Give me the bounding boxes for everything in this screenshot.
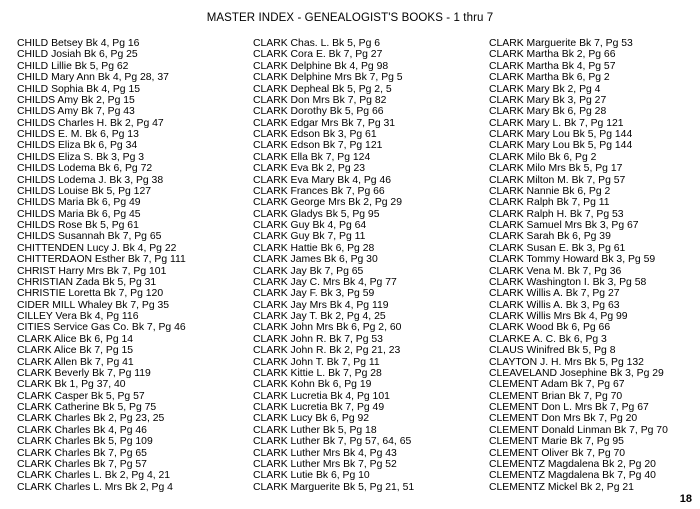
index-entry: CLARK Edgar Mrs Bk 7, Pg 31 xyxy=(253,117,396,129)
index-entry: CLAYTON J. H. Mrs Bk 5, Pg 132 xyxy=(489,356,644,368)
index-entry: CLARK Milo Bk 6, Pg 2 xyxy=(489,151,597,163)
index-entry: CLARK Lucretia Bk 4, Pg 101 xyxy=(253,390,390,402)
index-entry: CLARK Martha Bk 6, Pg 2 xyxy=(489,72,610,84)
index-entry: CLARK Milo Mrs Bk 5, Pg 17 xyxy=(489,163,623,175)
index-entry: CLARK Dorothy Bk 5, Pg 66 xyxy=(253,106,384,118)
index-entry: CLEMENT Don Mrs Bk 7, Pg 20 xyxy=(489,413,638,425)
index-entry: CLARK Sarah Bk 6, Pg 39 xyxy=(489,231,611,243)
index-entry: CLARK Mary Bk 6, Pg 28 xyxy=(489,106,607,118)
index-entry: CLARK Wood Bk 6, Pg 66 xyxy=(489,322,611,334)
index-entry: CLARK Charles Bk 7, Pg 65 xyxy=(17,447,147,459)
index-entry: CLARK Milton M. Bk 7, Pg 57 xyxy=(489,174,626,186)
index-column-3 xyxy=(489,38,699,493)
index-column-1 xyxy=(17,38,262,493)
index-entry: CLARK Mary L. Bk 7, Pg 121 xyxy=(489,117,624,129)
index-entry: CLARK Allen Bk 7, Pg 41 xyxy=(17,356,134,368)
index-entry: CLARK Beverly Bk 7, Pg 119 xyxy=(17,367,151,379)
index-entry: CIDER MILL Whaley Bk 7, Pg 35 xyxy=(17,299,170,311)
index-entry: CLEMENTZ Mickel Bk 2, Pg 21 xyxy=(489,481,634,493)
index-entry: CLARK Martha Bk 4, Pg 57 xyxy=(489,60,616,72)
index-entry: CHILDS Eliza S. Bk 3, Pg 3 xyxy=(17,151,145,163)
index-entry: CLARK Edson Bk 3, Pg 61 xyxy=(253,129,377,140)
index-entry: CLARK Charles Bk 5, Pg 109 xyxy=(17,436,153,448)
index-entry: CLARK Charles L. Bk 2, Pg 4, 21 xyxy=(17,470,171,482)
index-entry: CLARK Delphine Bk 4, Pg 98 xyxy=(253,60,389,72)
index-entry: CLARK Alice Bk 7, Pg 15 xyxy=(17,345,134,357)
index-entry: CLARK Marguerite Bk 5, Pg 21, 51 xyxy=(253,481,415,493)
index-entry: CLARK Guy Bk 4, Pg 64 xyxy=(253,220,367,231)
index-entry: CLARK Willis A. Bk 3, Pg 63 xyxy=(489,299,620,311)
index-entry: CLARK Tommy Howard Bk 3, Pg 59 xyxy=(489,254,656,266)
index-entry: CLARK John T. Bk 7, Pg 11 xyxy=(253,356,380,368)
index-entry: CHILDS Amy Bk 2, Pg 15 xyxy=(17,94,135,106)
index-entry: CLARK Alice Bk 6, Pg 14 xyxy=(17,333,134,345)
index-entry: CHITTERDAON Esther Bk 7, Pg 111 xyxy=(17,254,186,266)
index-entry: CHILD Josiah Bk 6, Pg 25 xyxy=(17,49,138,61)
index-entry: CHILDS E. M. Bk 6, Pg 13 xyxy=(17,129,139,140)
index-entry: CLARK James Bk 6, Pg 30 xyxy=(253,254,378,266)
index-entry: CLARK Mary Bk 3, Pg 27 xyxy=(489,94,607,106)
index-entry: CLARK Gladys Bk 5, Pg 95 xyxy=(253,208,380,220)
index-entry: CHRIST Harry Mrs Bk 7, Pg 101 xyxy=(17,265,167,277)
index-entry: CLARK Charles L. Mrs Bk 2, Pg 4 xyxy=(17,481,173,493)
index-entry: CLARK Ralph H. Bk 7, Pg 53 xyxy=(489,208,624,220)
index-entry: CHILDS Rose Bk 5, Pg 61 xyxy=(17,220,139,231)
index-entry: CHILDS Maria Bk 6, Pg 45 xyxy=(17,208,141,220)
index-entry: CLARK Kittie L. Bk 7, Pg 28 xyxy=(253,367,382,379)
index-entry: CLARK Charles Bk 7, Pg 57 xyxy=(17,458,147,470)
index-entry: CLARK Don Mrs Bk 7, Pg 82 xyxy=(253,94,387,106)
index-entry: CLARK Willis A. Bk 7, Pg 27 xyxy=(489,288,620,300)
index-entry: CLARK Martha Bk 2, Pg 66 xyxy=(489,49,616,61)
index-entry: CLARK Mary Bk 2, Pg 4 xyxy=(489,83,601,95)
index-entry: CLARK Chas. L. Bk 5, Pg 6 xyxy=(253,38,381,49)
index-entry: CLARK Ella Bk 7, Pg 124 xyxy=(253,151,371,163)
index-entry: CLEMENTZ Magdalena Bk 2, Pg 20 xyxy=(489,458,656,470)
index-entry: CHILD Sophia Bk 4, Pg 15 xyxy=(17,83,141,95)
index-entry: CLARK John R. Bk 7, Pg 53 xyxy=(253,333,383,345)
index-entry: CHRISTIE Loretta Bk 7, Pg 120 xyxy=(17,288,164,300)
index-entry: CLARK Guy Bk 7, Pg 11 xyxy=(253,231,366,243)
index-entry: CHILDS Lodema J. Bk 3, Pg 38 xyxy=(17,174,164,186)
index-entry: CLARK Luther Bk 5, Pg 18 xyxy=(253,424,377,436)
index-entry: CLEMENT Oliver Bk 7, Pg 70 xyxy=(489,447,626,459)
index-entry: CLARK Eva Mary Bk 4, Pg 46 xyxy=(253,174,392,186)
index-entry: CLARK Bk 1, Pg 37, 40 xyxy=(17,379,126,391)
index-entry: CLARK Delphine Mrs Bk 7, Pg 5 xyxy=(253,72,403,84)
index-column-2 xyxy=(253,38,498,493)
index-entry: CLARK Vena M. Bk 7, Pg 36 xyxy=(489,265,622,277)
index-entry: CLARK Hattie Bk 6, Pg 28 xyxy=(253,242,375,254)
page-title: MASTER INDEX - GENEALOGIST'S BOOKS - 1 thru 7 xyxy=(206,12,494,24)
index-entry: CHILDS Lodema Bk 6, Pg 72 xyxy=(17,163,153,175)
index-entry: CITIES Service Gas Co. Bk 7, Pg 46 xyxy=(17,322,186,334)
index-entry: CLARK Luther Mrs Bk 7, Pg 52 xyxy=(253,458,397,470)
index-entry: CHILDS Charles H. Bk 2, Pg 47 xyxy=(17,117,164,129)
index-entry: CLARK Mary Lou Bk 5, Pg 144 xyxy=(489,129,633,140)
index-entry: CHILDS Susannah Bk 7, Pg 65 xyxy=(17,231,162,243)
index-entry: CLARK Charles Bk 4, Pg 46 xyxy=(17,424,147,436)
index-entry: CLARK Samuel Mrs Bk 3, Pg 67 xyxy=(489,220,639,231)
index-entry: CLARK Charles Bk 2, Pg 23, 25 xyxy=(17,413,165,425)
index-entry: CLEMENT Marie Bk 7, Pg 95 xyxy=(489,436,624,448)
index-entry: CLARK Frances Bk 7, Pg 66 xyxy=(253,185,385,197)
index-entry: CLARK John Mrs Bk 6, Pg 2, 60 xyxy=(253,322,402,334)
index-entry: CLEMENT Adam Bk 7, Pg 67 xyxy=(489,379,625,391)
index-entry: CLARK Susan E. Bk 3, Pg 61 xyxy=(489,242,626,254)
index-entry: CLARK Jay F. Bk 3, Pg 59 xyxy=(253,288,375,300)
index-entry: CLARK Marguerite Bk 7, Pg 53 xyxy=(489,38,633,49)
index-entry: CLEMENT Donald Linman Bk 7, Pg 70 xyxy=(489,424,668,436)
index-entry: CHILD Lillie Bk 5, Pg 62 xyxy=(17,60,129,72)
index-entry: CILLEY Vera Bk 4, Pg 116 xyxy=(17,311,139,322)
index-entry: CLARK Luther Mrs Bk 4, Pg 43 xyxy=(253,447,397,459)
index-entry: CLARK Jay T. Bk 2, Pg 4, 25 xyxy=(253,311,386,322)
index-entry: CHILD Betsey Bk 4, Pg 16 xyxy=(17,38,140,49)
index-entry: CLEMENTZ Magdalena Bk 7, Pg 40 xyxy=(489,470,656,482)
index-entry: CLARK Nannie Bk 6, Pg 2 xyxy=(489,185,611,197)
index-entry: CLEAVELAND Josephine Bk 3, Pg 29 xyxy=(489,367,664,379)
index-entry: CLARK Cora E. Bk 7, Pg 27 xyxy=(253,49,383,61)
index-entry: CLARK Lucy Bk 6, Pg 92 xyxy=(253,413,370,425)
index-entry: CLARK Depheal Bk 5, Pg 2, 5 xyxy=(253,83,392,95)
index-entry: CLARK Casper Bk 5, Pg 57 xyxy=(17,390,145,402)
index-entry: CLARK Kohn Bk 6, Pg 19 xyxy=(253,379,372,391)
index-entry: CLARK Jay Bk 7, Pg 65 xyxy=(253,265,364,277)
index-entry: CLAUS Winifred Bk 5, Pg 8 xyxy=(489,345,616,357)
index-entry: CHILDS Maria Bk 6, Pg 49 xyxy=(17,197,141,209)
index-entry: CLARK Jay Mrs Bk 4, Pg 119 xyxy=(253,299,389,311)
page-number: 18 xyxy=(679,493,692,505)
index-entry: CHILDS Eliza Bk 6, Pg 34 xyxy=(17,140,138,152)
index-entry: CLARK Eva Bk 2, Pg 23 xyxy=(253,163,366,175)
index-entry: CLARK Lutie Bk 6, Pg 10 xyxy=(253,470,370,482)
index-entry: CLARK Edson Bk 7, Pg 121 xyxy=(253,140,383,152)
index-entry: CLARK Lucretia Bk 7, Pg 49 xyxy=(253,402,385,413)
index-entry: CLARK John R. Bk 2, Pg 21, 23 xyxy=(253,345,401,357)
index-entry: CLARK George Mrs Bk 2, Pg 29 xyxy=(253,197,402,209)
index-entry: CLARK Willis Mrs Bk 4, Pg 99 xyxy=(489,311,628,322)
index-entry: CHRISTIAN Zada Bk 5, Pg 31 xyxy=(17,276,157,288)
index-entry: CLARK Catherine Bk 5, Pg 75 xyxy=(17,402,157,413)
index-entry: CLARK Mary Lou Bk 5, Pg 144 xyxy=(489,140,633,152)
index-entry: CLARK Luther Bk 7, Pg 57, 64, 65 xyxy=(253,436,412,448)
index-entry: CLARK Jay C. Mrs Bk 4, Pg 77 xyxy=(253,276,397,288)
index-entry: CLARK Washington I. Bk 3, Pg 58 xyxy=(489,276,647,288)
index-entry: CLEMENT Brian Bk 7, Pg 70 xyxy=(489,390,623,402)
index-entry: CLEMENT Don L. Mrs Bk 7, Pg 67 xyxy=(489,402,649,413)
index-entry: CLARK Ralph Bk 7, Pg 11 xyxy=(489,197,610,209)
index-entry: CHILD Mary Ann Bk 4, Pg 28, 37 xyxy=(17,72,169,84)
index-entry: CHILDS Amy Bk 7, Pg 43 xyxy=(17,106,135,118)
index-entry: CHILDS Louise Bk 5, Pg 127 xyxy=(17,185,151,197)
index-entry: CLARKE A. C. Bk 6, Pg 3 xyxy=(489,333,607,345)
index-entry: CHITTENDEN Lucy J. Bk 4, Pg 22 xyxy=(17,242,177,254)
